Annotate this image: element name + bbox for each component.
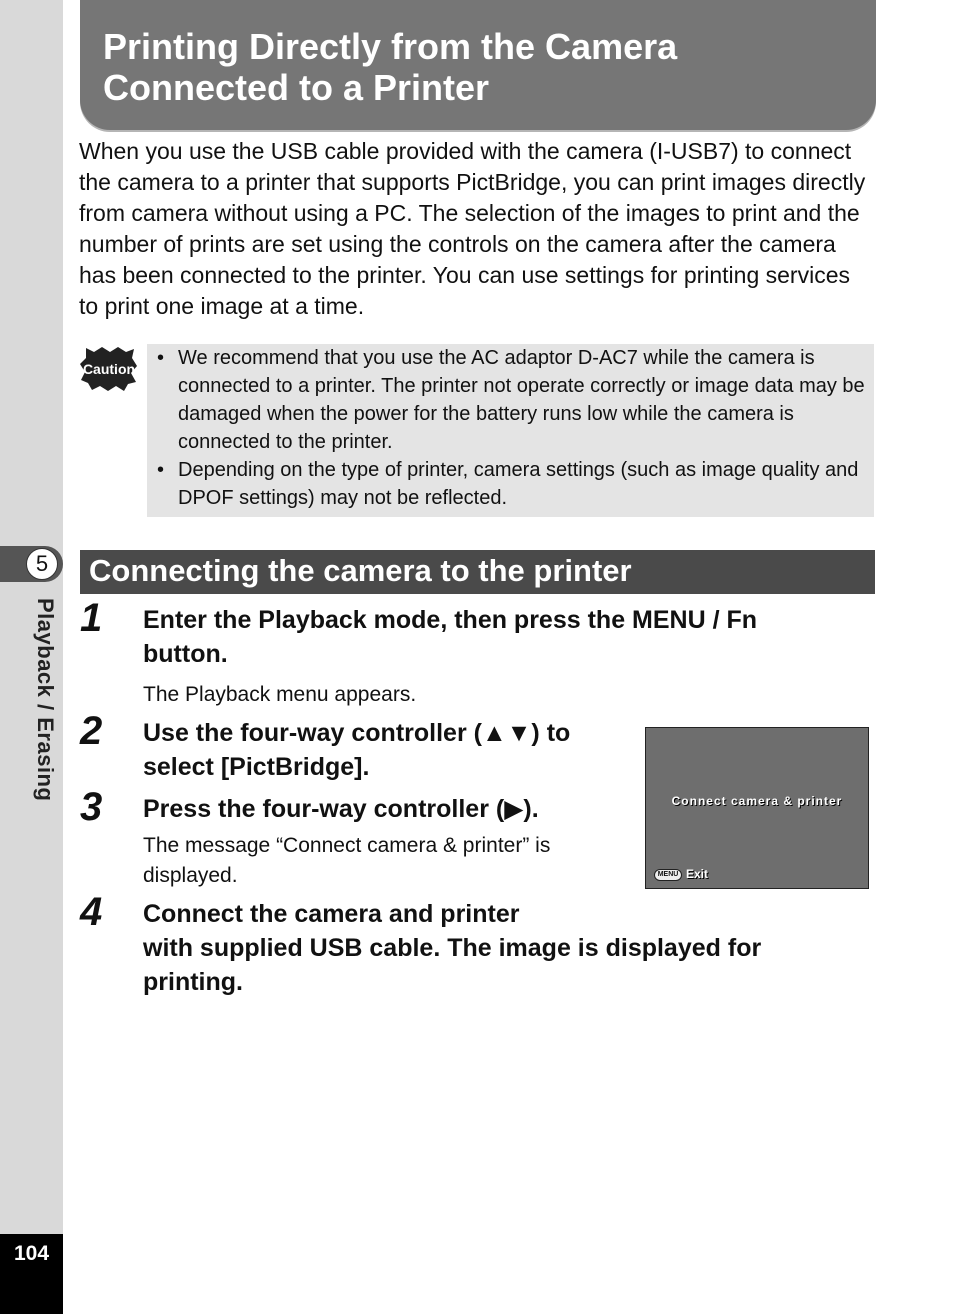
page-title-line2: Connected to a Printer (103, 67, 490, 108)
step-1-body: The Playback menu appears. (143, 683, 417, 706)
caution-icon-label: Caution (82, 361, 136, 377)
intro-paragraph: When you use the USB cable provided with the camera (I-USB7) to connect the camera to a printer that supports PictBridge, you can print images directly from camera without using a PC. The selection of the images to print and the number of prints are set using the controls on the camera after the camera has been connected to the printer. You can use settings for printing services to print one image at a time. (79, 138, 866, 319)
caution-icon (80, 346, 138, 392)
section-title: Connecting the camera to the printer (89, 553, 632, 588)
step-4-heading: Connect the camera and printer with supplied USB cable. The image is displayed for printing. (143, 900, 762, 996)
step-3-heading: Press the four-way controller (▶). (143, 795, 539, 823)
page-number: 104 (13, 1242, 50, 1265)
camera-screen-illustration (645, 727, 869, 889)
page-title-line1: Printing Directly from the Camera (103, 26, 678, 67)
bullet: • (157, 347, 165, 369)
chapter-number: 5 (26, 548, 58, 580)
step-2-number: 2 (80, 709, 103, 753)
caution-item: • Depending on the type of printer, camera settings (such as image quality and DPOF settings) may not be reflected. (157, 456, 869, 512)
bullet: • (157, 459, 165, 481)
caution-item: • We recommend that you use the AC adaptor D-AC7 while the camera is connected to a printer. The printer not operate correctly or image data may be damaged when the power for the battery runs low while the camera is connected to the printer. (157, 344, 869, 456)
caution-list (157, 344, 869, 512)
page-title (103, 26, 863, 108)
menu-button-icon: MENU (654, 869, 682, 881)
step-1-number: 1 (80, 596, 103, 640)
step-2-heading: Use the four-way controller (▲▼) to select [PictBridge]. (143, 719, 571, 781)
step-4-number: 4 (80, 890, 103, 934)
chapter-label: Playback / Erasing (33, 598, 58, 802)
step-3-number: 3 (80, 785, 103, 829)
screen-exit-label: Exit (686, 867, 709, 881)
screen-message: Connect camera & printer (671, 794, 843, 808)
step-1-heading: Enter the Playback mode, then press the MENU / Fn button. (143, 606, 758, 668)
step-3-body: The message “Connect camera & printer” is displayed. (143, 834, 551, 887)
